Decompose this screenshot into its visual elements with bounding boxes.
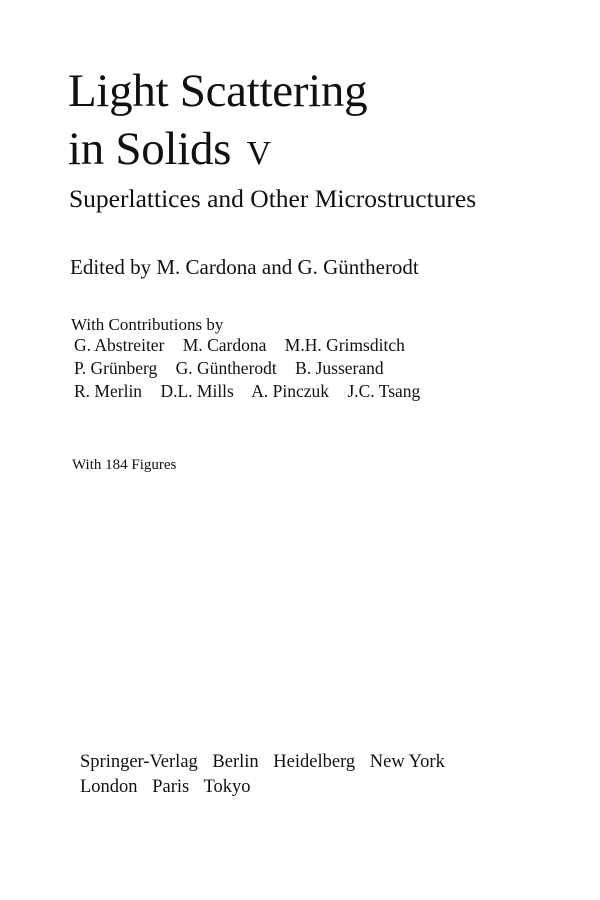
contributor-name: J.C. Tsang xyxy=(347,381,421,401)
publisher-city: New York xyxy=(369,752,445,772)
book-subtitle: Superlattices and Other Microstructures xyxy=(69,184,477,213)
publisher-line-1 xyxy=(80,750,455,775)
publisher-city: Heidelberg xyxy=(273,752,356,772)
contributors-row-3 xyxy=(74,380,434,403)
contributor-name: A. Pinczuk xyxy=(251,381,330,401)
contributor-name: B. Jusserand xyxy=(295,358,384,378)
book-title-line-1: Light Scattering xyxy=(68,65,368,117)
volume-number: V xyxy=(246,135,271,172)
contributor-name: R. Merlin xyxy=(74,381,143,401)
contributor-name: M. Cardona xyxy=(182,335,267,355)
contributor-name: G. Güntherodt xyxy=(175,358,277,378)
publisher-city: London xyxy=(80,777,138,797)
editors-line: Edited by M. Cardona and G. Güntherodt xyxy=(70,255,419,279)
contributors-row-1 xyxy=(74,334,434,357)
contributor-name: M.H. Grimsditch xyxy=(284,335,405,355)
contributor-name: D.L. Mills xyxy=(160,381,234,401)
publisher-city: Paris xyxy=(152,777,190,797)
contributors-row-2 xyxy=(74,357,434,380)
figures-note: With 184 Figures xyxy=(72,457,177,473)
contributor-name: P. Grünberg xyxy=(74,358,158,378)
publisher-line-2 xyxy=(80,775,455,800)
publisher-name: Springer-Verlag xyxy=(80,752,198,772)
contributors-list xyxy=(74,334,434,403)
contributions-heading: With Contributions by xyxy=(71,315,224,334)
contributor-name: G. Abstreiter xyxy=(74,335,165,355)
publisher-city: Tokyo xyxy=(203,777,251,797)
book-title-line-2: in Solids xyxy=(68,123,232,175)
book-title xyxy=(68,62,367,183)
publisher-imprint xyxy=(80,750,455,800)
publisher-city: Berlin xyxy=(212,752,259,772)
